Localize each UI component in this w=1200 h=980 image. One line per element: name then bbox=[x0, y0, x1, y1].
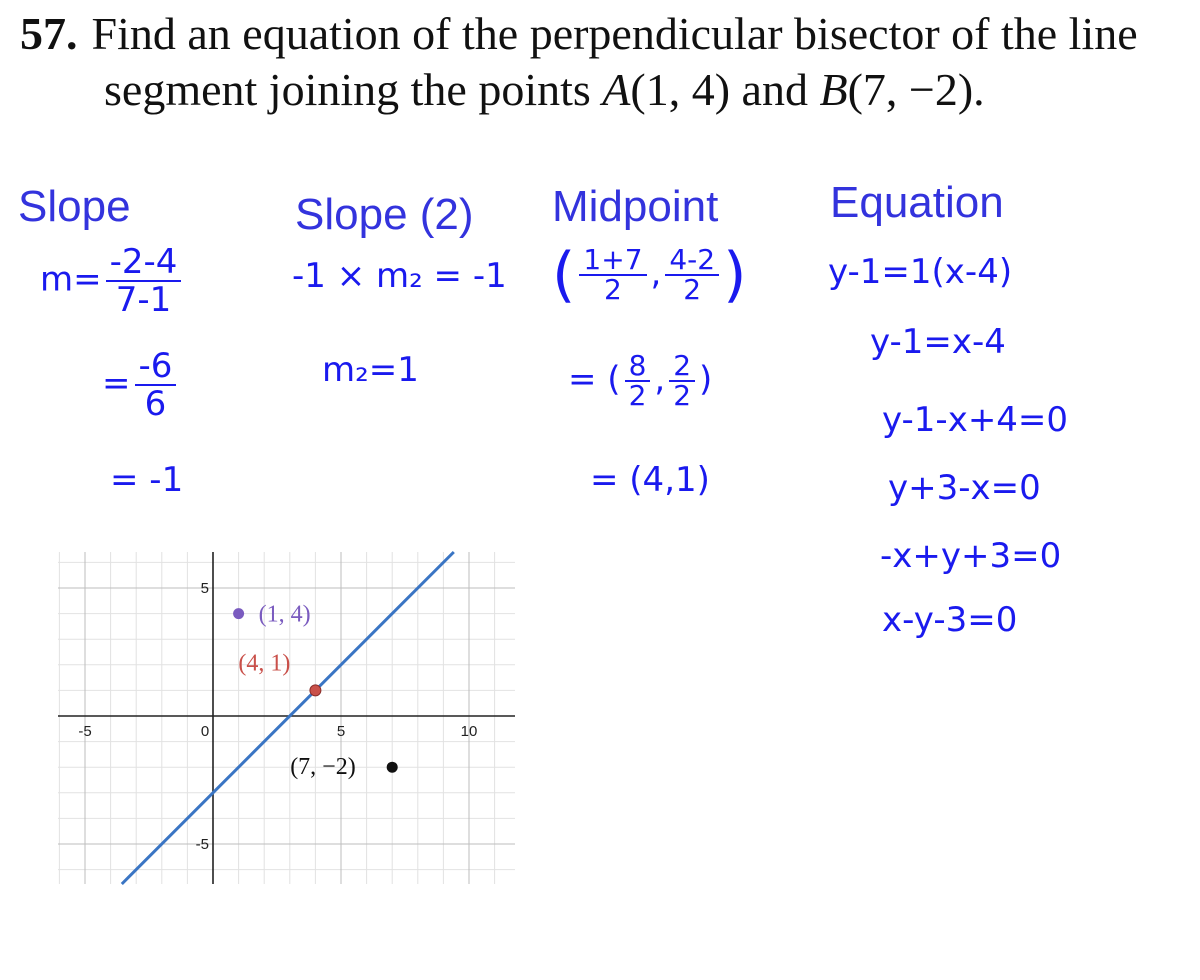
midpoint-frac-a-num: 1+7 bbox=[579, 246, 646, 276]
point-b-coords: (7, −2) bbox=[847, 64, 974, 115]
point-b-dot bbox=[387, 762, 398, 773]
midpoint-eq-sign: = bbox=[568, 359, 597, 400]
midpoint-label: (4, 1) bbox=[238, 650, 291, 677]
point-a-dot bbox=[233, 608, 244, 619]
equation-line-1: y-1=1(x-4) bbox=[828, 252, 1013, 292]
slope-fraction-2 bbox=[135, 348, 177, 422]
slope-step-1 bbox=[40, 244, 185, 318]
problem-end: . bbox=[973, 64, 985, 115]
midpoint-frac-a bbox=[579, 243, 646, 306]
point-a-coords: (1, 4) bbox=[630, 64, 731, 115]
midpoint-frac-b-num: 4-2 bbox=[665, 246, 719, 276]
slope-eq-sign: = bbox=[102, 363, 131, 404]
problem-line-2 bbox=[20, 62, 1190, 118]
midpoint-frac-d-den: 2 bbox=[673, 379, 692, 412]
point-b-name: B bbox=[819, 64, 848, 115]
point-b-label: (7, −2) bbox=[290, 754, 356, 781]
slope2-line-2: m₂=1 bbox=[322, 350, 419, 390]
x-tick-label: -5 bbox=[78, 723, 92, 740]
problem-statement bbox=[20, 6, 1190, 118]
problem-number: 57. bbox=[20, 8, 78, 59]
midpoint-frac-c-num: 8 bbox=[625, 352, 651, 382]
and-text: and bbox=[730, 64, 820, 115]
midpoint-frac-b-den: 2 bbox=[683, 273, 702, 306]
slope-m-label: m= bbox=[40, 259, 102, 300]
x-tick-label: 5 bbox=[336, 723, 346, 740]
midpoint-frac-a-den: 2 bbox=[604, 273, 622, 306]
coordinate-graph bbox=[0, 540, 540, 900]
midpoint-frac-b bbox=[665, 243, 719, 306]
equation-line-5: -x+y+3=0 bbox=[880, 536, 1062, 576]
problem-text-2: segment joining the points bbox=[104, 64, 603, 115]
midpoint-dot bbox=[310, 685, 321, 696]
slope-result: = -1 bbox=[110, 460, 184, 500]
problem-text-1: Find an equation of the perpendicular bisector of the line bbox=[91, 8, 1138, 59]
point-a-label: (1, 4) bbox=[258, 601, 311, 628]
problem-line-1 bbox=[20, 6, 1190, 62]
equation-line-4: y+3-x=0 bbox=[888, 468, 1041, 508]
slope-frac2-den: 6 bbox=[144, 384, 167, 424]
slope2-line-1: -1 × m₂ = -1 bbox=[292, 256, 507, 296]
equation-line-3: y-1-x+4=0 bbox=[882, 400, 1069, 440]
heading-equation: Equation bbox=[830, 178, 1004, 227]
equation-line-2: y-1=x-4 bbox=[870, 322, 1006, 362]
midpoint-result: = (4,1) bbox=[590, 460, 710, 500]
midpoint-step-2: = ( $\frac{8}{2}$ , $\frac{2}{2}$ ) bbox=[568, 349, 713, 412]
slope-frac1-num: -2-4 bbox=[106, 244, 182, 282]
midpoint-frac-c-den: 2 bbox=[628, 379, 647, 412]
heading-slope: Slope bbox=[18, 182, 131, 231]
heading-midpoint: Midpoint bbox=[552, 182, 719, 231]
equation-line-6: x-y-3=0 bbox=[882, 600, 1018, 640]
midpoint-step-1: ( $\frac{1+7}{2}$ , $\frac{4-2}{2}$ ) bbox=[552, 240, 747, 310]
y-tick-label: 5 bbox=[200, 580, 209, 597]
slope-fraction-1 bbox=[106, 244, 182, 318]
slope-frac2-num: -6 bbox=[135, 348, 177, 386]
midpoint-frac-c bbox=[625, 349, 651, 412]
midpoint-comma: , bbox=[650, 253, 662, 294]
midpoint-frac-d bbox=[669, 349, 695, 412]
midpoint-frac-d-num: 2 bbox=[669, 352, 695, 382]
slope-step-2 bbox=[102, 348, 180, 422]
x-tick-label: 10 bbox=[460, 723, 478, 740]
x-tick-label: 0 bbox=[200, 723, 210, 740]
slope-frac1-den: 7-1 bbox=[115, 280, 172, 320]
heading-slope-2: Slope (2) bbox=[295, 190, 474, 239]
point-a-name: A bbox=[602, 64, 631, 115]
y-tick-label: -5 bbox=[195, 836, 209, 853]
